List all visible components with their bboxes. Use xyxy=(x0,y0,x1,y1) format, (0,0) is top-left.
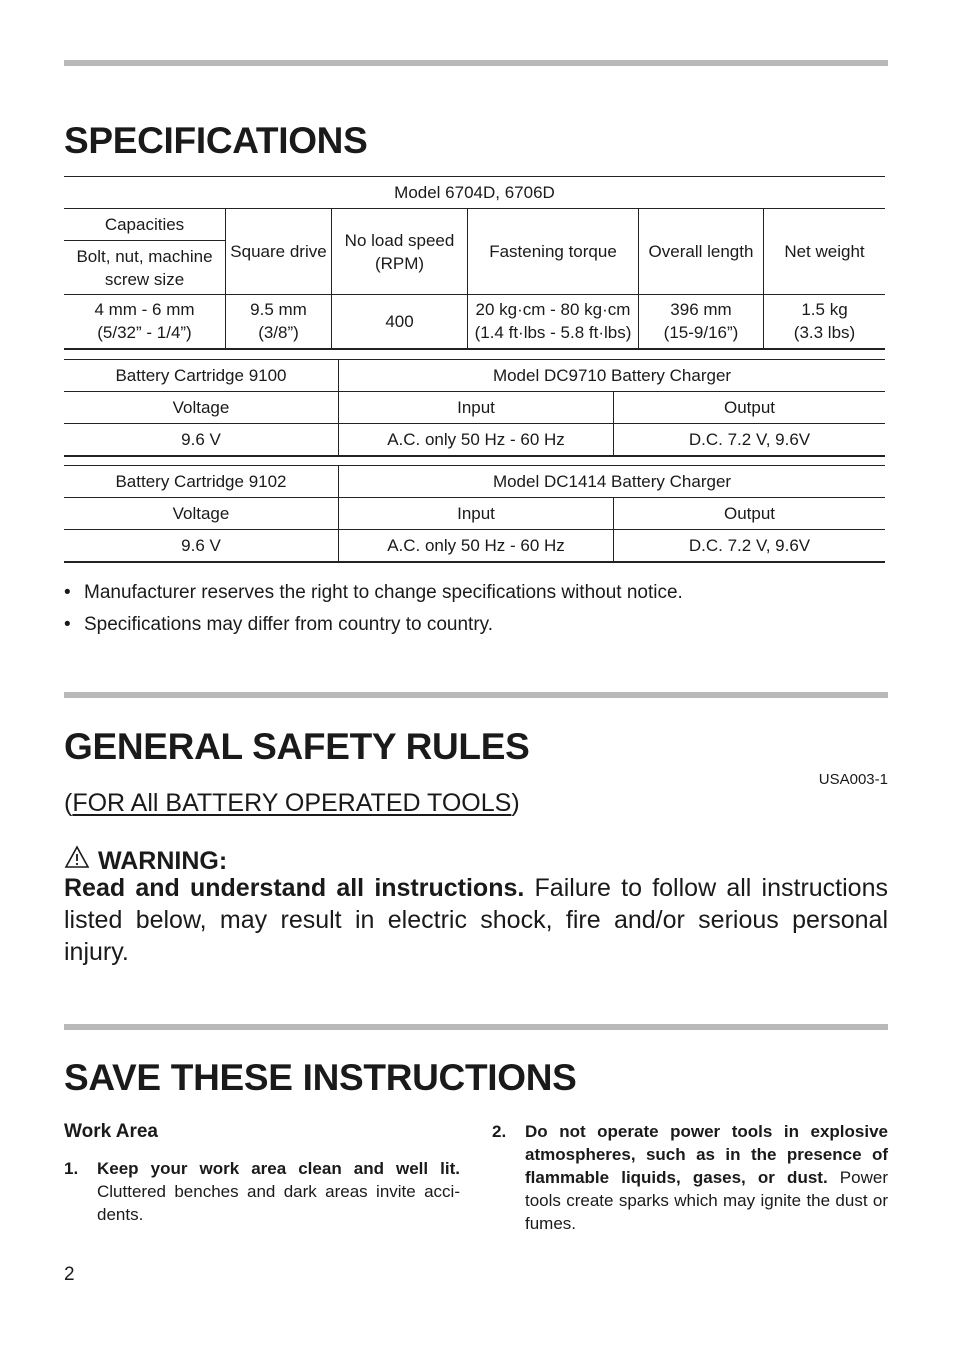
bolt-size-header: Bolt, nut, machine screw size xyxy=(64,241,226,295)
output-value: D.C. 7.2 V, 9.6V xyxy=(614,424,886,457)
fastening-torque-header: Fastening torque xyxy=(468,209,639,295)
safety-subheading-text: FOR All BATTERY OPERATED TOOLS xyxy=(72,789,512,817)
charger-label: Model DC9710 Battery Charger xyxy=(339,360,886,392)
voltage-header: Voltage xyxy=(64,498,339,530)
item-text xyxy=(525,1120,888,1235)
no-load-speed-value: 400 xyxy=(332,295,468,349)
paren-open: ( xyxy=(64,789,73,817)
warning-bold-text: Read and understand all instructions. xyxy=(64,874,525,902)
length-value xyxy=(639,295,764,349)
spec-note xyxy=(64,614,493,637)
spec-note xyxy=(64,582,683,605)
length-imperial: (15-9/16”) xyxy=(663,323,739,343)
warning-text: Failure to follow all instructions listed below, may result in electric shock, fire and/or serious personal injury. xyxy=(64,874,888,966)
spec-table xyxy=(64,176,885,350)
input-header: Input xyxy=(339,498,614,530)
warning-body xyxy=(64,872,888,968)
bullet-icon: • xyxy=(64,614,71,635)
paren-close: ) xyxy=(511,789,520,817)
safety-heading: GENERAL SAFETY RULES xyxy=(64,726,530,767)
net-weight-header: Net weight xyxy=(764,209,886,295)
voltage-value: 9.6 V xyxy=(64,530,339,563)
square-drive-header: Square drive xyxy=(226,209,332,295)
output-header: Output xyxy=(614,498,886,530)
work-area-title: Work Area xyxy=(64,1121,158,1142)
right-column xyxy=(492,1120,888,1235)
weight-imperial: (3.3 lbs) xyxy=(793,323,856,343)
battery-table-9100 xyxy=(64,359,885,457)
list-item xyxy=(64,1157,460,1226)
battery-table-9102 xyxy=(64,465,885,563)
warning-label: WARNING: xyxy=(98,846,228,875)
weight-metric: 1.5 kg xyxy=(801,300,848,320)
torque-value xyxy=(468,295,639,349)
specifications-heading: SPECIFICATIONS xyxy=(64,120,368,161)
input-header: Input xyxy=(339,392,614,424)
top-rule xyxy=(64,60,888,66)
item-number: 2. xyxy=(492,1122,507,1141)
page-number: 2 xyxy=(64,1264,75,1285)
item-text xyxy=(97,1157,460,1226)
bullet-icon: • xyxy=(64,582,71,603)
square-drive-value xyxy=(226,295,332,349)
left-column xyxy=(64,1120,460,1226)
input-value: A.C. only 50 Hz - 60 Hz xyxy=(339,530,614,563)
bolt-size-imperial: (5/32” - 1/4”) xyxy=(97,323,192,343)
voltage-header: Voltage xyxy=(64,392,339,424)
item-bold-text: Keep your work area clean and well lit. xyxy=(97,1159,460,1178)
item-body-text: Cluttered benches and dark areas invite acci-dents. xyxy=(97,1182,460,1224)
item-number: 1. xyxy=(64,1159,79,1178)
input-value: A.C. only 50 Hz - 60 Hz xyxy=(339,424,614,457)
bolt-size-metric: 4 mm - 6 mm xyxy=(94,300,195,320)
square-drive-imperial: (3/8”) xyxy=(258,323,299,343)
square-drive-metric: 9.5 mm xyxy=(250,300,307,320)
bolt-size-value xyxy=(64,295,226,349)
section-rule xyxy=(64,692,888,698)
battery-cartridge-label: Battery Cartridge 9102 xyxy=(64,466,339,498)
length-metric: 396 mm xyxy=(670,300,732,320)
section-rule xyxy=(64,1024,888,1030)
output-header: Output xyxy=(614,392,886,424)
charger-label: Model DC1414 Battery Charger xyxy=(339,466,886,498)
weight-value xyxy=(764,295,886,349)
no-load-speed-header: No load speed (RPM) xyxy=(332,209,468,295)
capacities-header: Capacities xyxy=(64,209,226,241)
battery-cartridge-label: Battery Cartridge 9100 xyxy=(64,360,339,392)
save-heading: SAVE THESE INSTRUCTIONS xyxy=(64,1057,577,1098)
torque-metric: 20 kg·cm - 80 kg·cm xyxy=(475,300,631,320)
spec-note-text: Specifications may differ from country to country. xyxy=(84,614,494,635)
item-body-text: Power tools create sparks which may ignite the dust or fumes. xyxy=(525,1168,888,1233)
output-value: D.C. 7.2 V, 9.6V xyxy=(614,530,886,563)
item-bold-text: Do not operate power tools in explosive atmospheres, such as in the presence of flammable liquids, gases, or dust. xyxy=(525,1122,888,1187)
overall-length-header: Overall length xyxy=(639,209,764,295)
torque-imperial: (1.4 ft·lbs - 5.8 ft·lbs) xyxy=(474,323,632,343)
document-code: USA003-1 xyxy=(818,771,888,788)
list-item xyxy=(492,1120,888,1235)
spec-note-text: Manufacturer reserves the right to change specifications without notice. xyxy=(84,582,683,603)
safety-subheading xyxy=(64,788,520,818)
voltage-value: 9.6 V xyxy=(64,424,339,457)
model-row: Model 6704D, 6706D xyxy=(64,177,885,209)
